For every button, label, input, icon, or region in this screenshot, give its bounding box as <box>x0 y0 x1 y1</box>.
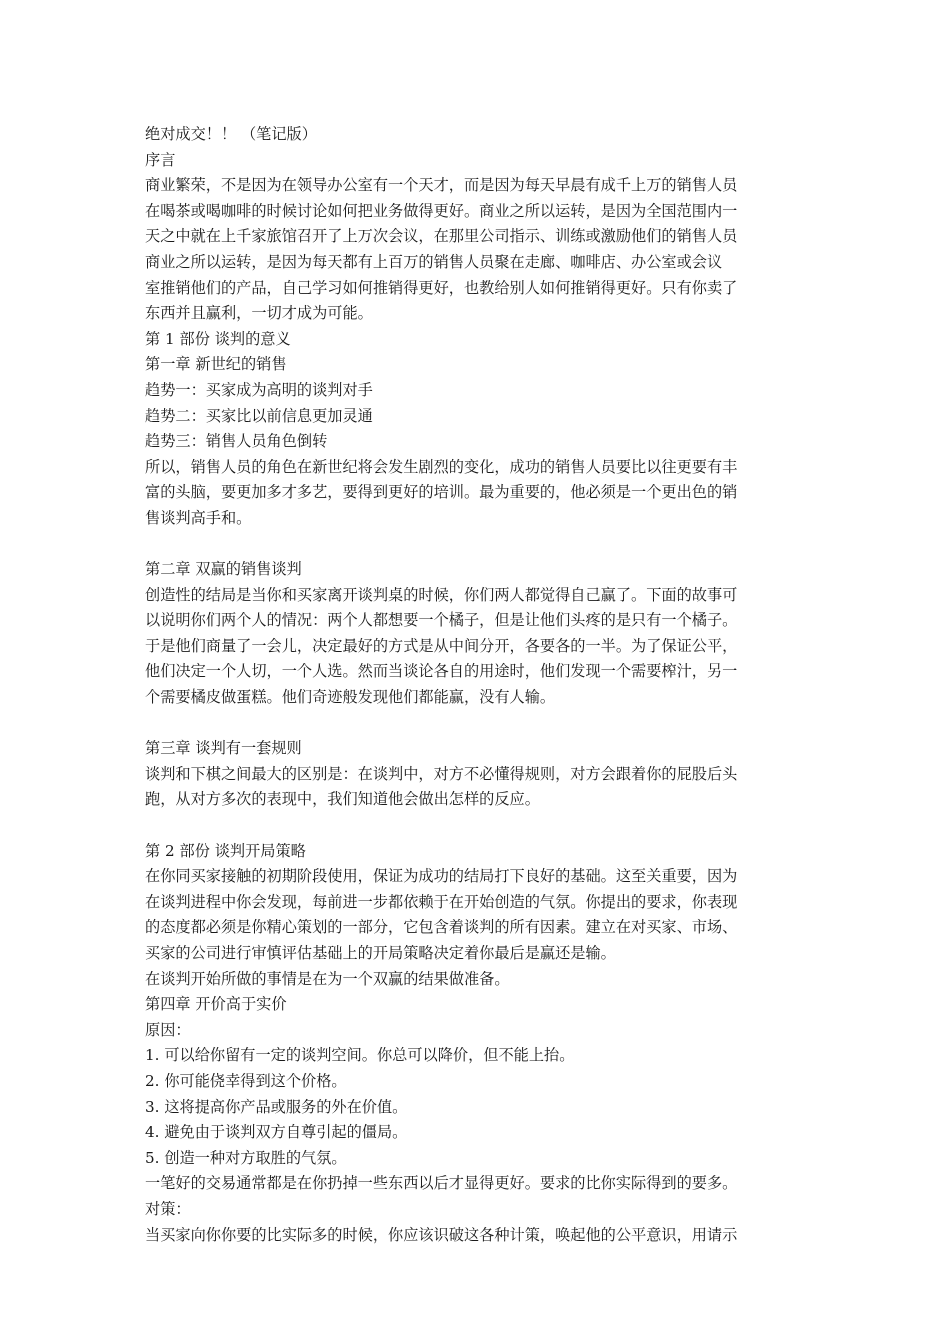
trend-item: 趋势三：销售人员角色倒转 <box>145 432 328 451</box>
part1-heading: 第 1 部份 谈判的意义 <box>145 329 291 348</box>
chapter1-heading: 第一章 新世纪的销售 <box>145 355 287 374</box>
paragraph-line: 室推销他们的产品，自己学习如何推销得更好，也教给别人如何推销得更好。只有你卖了 <box>145 278 738 297</box>
paragraph-line: 东西并且赢利，一切才成为可能。 <box>145 304 373 323</box>
blank-line <box>145 813 809 839</box>
reasons-label: 原因： <box>145 1020 191 1039</box>
paragraph-line: 在你同买家接触的初期阶段使用，保证为成功的结局打下良好的基础。这至关重要，因为 <box>145 867 738 886</box>
paragraph-line: 的态度都必须是你精心策划的一部分，它包含着谈判的所有因素。建立在对买家、市场、 <box>145 918 738 937</box>
part2-paragraph <box>145 864 809 992</box>
chapter2-heading: 第二章 双赢的销售谈判 <box>145 560 302 579</box>
blank-line <box>145 532 809 558</box>
paragraph-line: 商业之所以运转，是因为每天都有上百万的销售人员聚在走廊、咖啡店、办公室或会议 <box>145 252 723 271</box>
paragraph-line: 售谈判高手和。 <box>145 508 252 527</box>
paragraph-line: 所以，销售人员的角色在新世纪将会发生剧烈的变化，成功的销售人员要比以往更要有丰 <box>145 457 738 476</box>
paragraph-line: 以说明你们两个人的情况：两个人都想要一个橘子，但是让他们头疼的是只有一个橘子。 <box>145 611 738 630</box>
trend-item: 趋势二：买家比以前信息更加灵通 <box>145 406 373 425</box>
part2-heading: 第 2 部份 谈判开局策略 <box>145 841 306 860</box>
list-item: 5. 创造一种对方取胜的气氛。 <box>145 1148 347 1167</box>
chapter1-paragraph <box>145 455 809 532</box>
paragraph-line: 他们决定一个人切，一个人选。然而当谈论各自的用途时，他们发现一个需要榨汁，另一 <box>145 662 738 681</box>
countermeasure-label: 对策： <box>145 1199 191 1218</box>
chapter4-heading: 第四章 开价高于实价 <box>145 995 287 1014</box>
reasons-list <box>145 1043 809 1171</box>
paragraph-line: 创造性的结局是当你和买家离开谈判桌的时候，你们两人都觉得自己赢了。下面的故事可 <box>145 585 738 604</box>
paragraph-line: 当买家向你你要的比实际多的时候，你应该识破这各种计策，唤起他的公平意识，用请示 <box>145 1225 738 1244</box>
list-item: 4. 避免由于谈判双方自尊引起的僵局。 <box>145 1123 408 1142</box>
paragraph-line: 富的头脑，要更加多才多艺，要得到更好的培训。最为重要的，他必须是一个更出色的销 <box>145 483 738 502</box>
preface-paragraph <box>145 173 809 327</box>
document-page <box>145 122 809 1248</box>
preface-heading: 序言 <box>145 150 176 169</box>
list-item: 1. 可以给你留有一定的谈判空间。你总可以降价，但不能上抬。 <box>145 1046 575 1065</box>
chapter3-heading: 第三章 谈判有一套规则 <box>145 739 302 758</box>
paragraph-line: 天之中就在上千家旅馆召开了上万次会议，在那里公司指示、训练或激励他们的销售人员 <box>145 227 738 246</box>
trend-item: 趋势一：买家成为高明的谈判对手 <box>145 380 373 399</box>
paragraph-line: 跑，从对方多次的表现中，我们知道他会做出怎样的反应。 <box>145 790 540 809</box>
paragraph-line: 在谈判进程中你会发现，每前进一步都依赖于在开始创造的气氛。你提出的要求，你表现 <box>145 892 738 911</box>
list-item: 2. 你可能侥幸得到这个价格。 <box>145 1071 347 1090</box>
chapter2-paragraph <box>145 583 809 711</box>
paragraph-line: 在喝茶或喝咖啡的时候讨论如何把业务做得更好。商业之所以运转，是因为全国范围内一 <box>145 201 738 220</box>
blank-line <box>145 711 809 737</box>
paragraph-line: 于是他们商量了一会儿，决定最好的方式是从中间分开，各要各的一半。为了保证公平， <box>145 636 738 655</box>
paragraph-line: 在谈判开始所做的事情是在为一个双赢的结果做准备。 <box>145 969 510 988</box>
document-title: 绝对成交！！ （笔记版） <box>145 125 317 143</box>
paragraph-line: 谈判和下棋之间最大的区别是：在谈判中，对方不必懂得规则，对方会跟着你的屁股后头 <box>145 764 738 783</box>
list-item: 3. 这将提高你产品或服务的外在价值。 <box>145 1097 408 1116</box>
paragraph-line: 买家的公司进行审慎评估基础上的开局策略决定着你最后是赢还是输。 <box>145 944 616 962</box>
paragraph-line: 个需要橘皮做蛋糕。他们奇迹般发现他们都能赢，没有人输。 <box>145 688 556 707</box>
paragraph-line: 商业繁荣，不是因为在领导办公室有一个天才，而是因为每天早晨有成千上万的销售人员 <box>145 176 738 195</box>
summary-line: 一笔好的交易通常都是在你扔掉一些东西以后才显得更好。要求的比你实际得到的要多。 <box>145 1174 738 1193</box>
chapter3-paragraph <box>145 762 809 813</box>
